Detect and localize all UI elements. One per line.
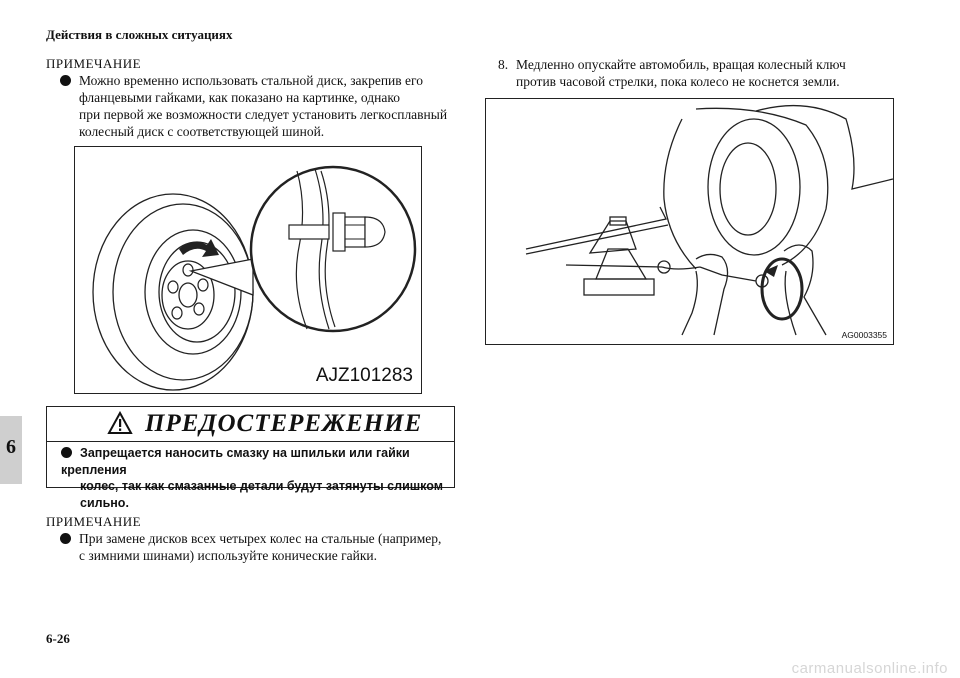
figure-code: AG0003355	[841, 330, 887, 340]
bullet-icon	[60, 533, 71, 544]
bullet-icon	[60, 75, 71, 86]
note-line: при первой же возможности следует установить легкосплавный	[79, 107, 448, 122]
note-line: с зимними шинами) используйте конические гайки.	[79, 548, 377, 563]
jack-lowering-figure	[485, 98, 894, 345]
warning-line: сильно.	[80, 495, 129, 510]
warning-line: колес, так как смазанные детали будут затянуты слишком	[80, 479, 443, 493]
note-line: При замене дисков всех четырех колес на стальные (например,	[79, 531, 442, 546]
bullet-icon	[61, 447, 72, 458]
note-text	[60, 530, 460, 564]
step-line: против часовой стрелки, пока колесо не коснется земли.	[516, 74, 840, 89]
chapter-number: 6	[6, 436, 16, 458]
warning-triangle-icon	[107, 411, 133, 435]
step-text	[498, 56, 918, 90]
note-label: ПРИМЕЧАНИЕ	[46, 514, 142, 529]
warning-line: Запрещается наносить смазку на шпильки или гайки крепления	[61, 446, 410, 477]
note-line: Можно временно использовать стальной диск, закрепив его	[79, 73, 423, 88]
step-number: 8.	[498, 57, 509, 72]
jack-lowering-illustration	[486, 99, 893, 344]
warning-text	[61, 445, 451, 511]
wheel-nut-illustration	[75, 147, 421, 393]
page-number: 6-26	[46, 631, 70, 646]
wheel-nut-figure	[74, 146, 422, 394]
warning-header	[47, 407, 454, 442]
note-label: ПРИМЕЧАНИЕ	[46, 56, 142, 71]
note-text	[60, 72, 460, 140]
step-line: Медленно опускайте автомобиль, вращая колесный ключ	[516, 57, 846, 72]
warning-box	[46, 406, 455, 510]
watermark: carmanualsonline.info	[791, 660, 948, 677]
note-line: колесный диск с соответствующей шиной.	[79, 124, 325, 139]
page-header: Действия в сложных ситуациях	[46, 27, 233, 42]
warning-title: ПРЕДОСТЕРЕЖЕНИЕ	[145, 410, 423, 437]
note-line: фланцевыми гайками, как показано на картинке, однако	[79, 90, 400, 105]
figure-code: AJZ101283	[315, 365, 413, 386]
